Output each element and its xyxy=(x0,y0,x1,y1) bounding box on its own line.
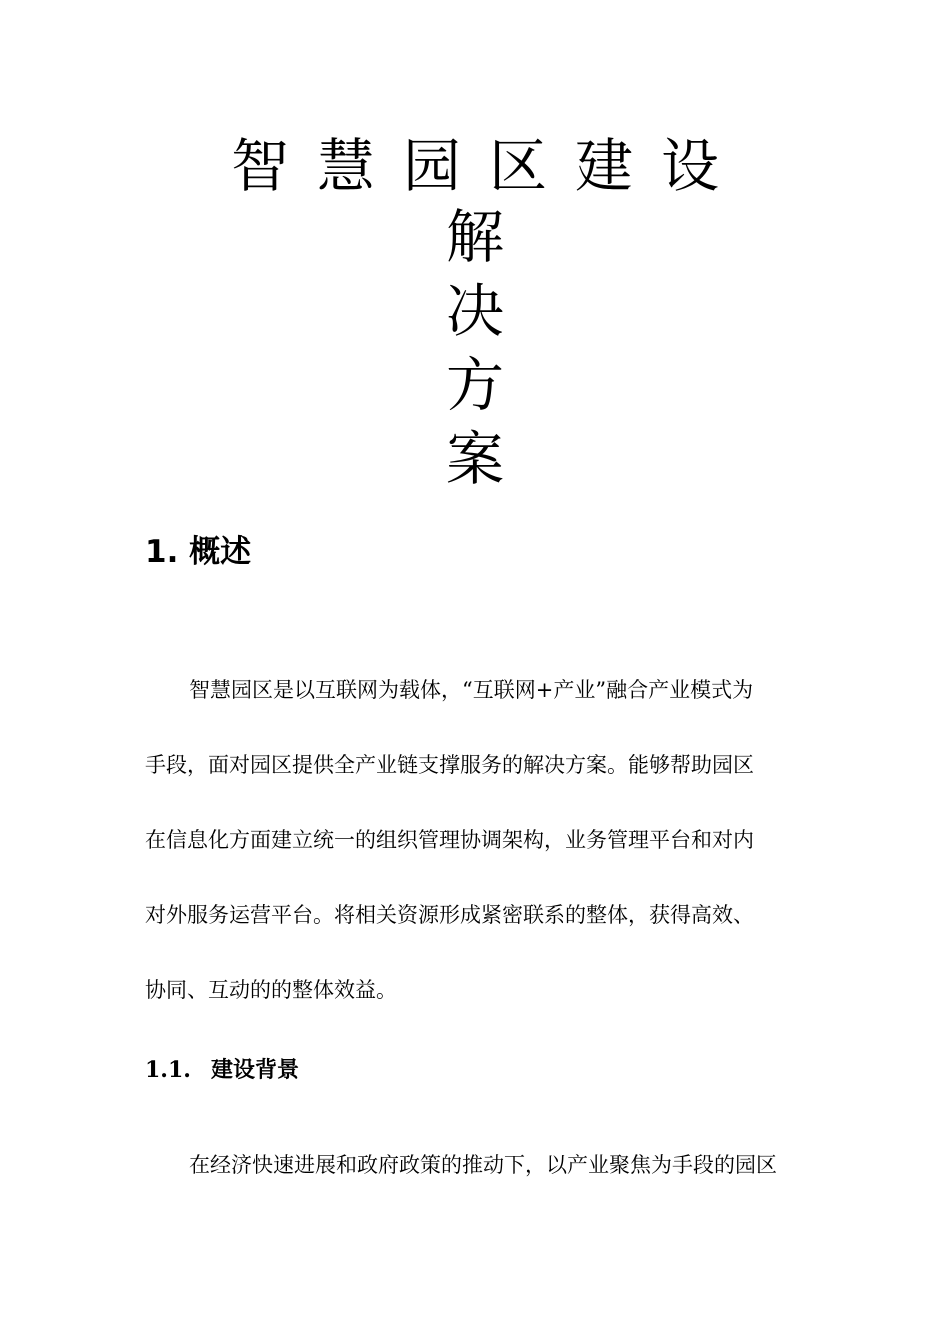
paragraph-line: 协同、互动的的整体效益。 xyxy=(145,978,397,1002)
paragraph-line: 智慧园区是以互联网为载体，“互联网+产业”融合产业模式为 xyxy=(189,678,754,702)
title-char: 决 xyxy=(445,277,504,345)
paragraph-line: 在信息化方面建立统一的组织管理协调架构，业务管理平台和对内 xyxy=(145,828,754,852)
subsection-heading-background xyxy=(145,1052,299,1088)
paragraph-line: 在经济快速进展和政府政策的推动下，以产业聚焦为手段的园区 xyxy=(189,1153,777,1177)
overview-paragraph xyxy=(145,653,805,1028)
subsection-number: 1.1. xyxy=(145,1057,191,1083)
section-heading-overview: 1. 概述 xyxy=(145,534,252,570)
subsection-title: 建设背景 xyxy=(211,1057,300,1083)
title-char: 方 xyxy=(445,351,504,419)
document-title-vertical xyxy=(0,200,950,496)
background-paragraph xyxy=(145,1128,805,1203)
document-title-line1: 智慧园区建设 xyxy=(230,132,747,200)
paragraph-line: 手段，面对园区提供全产业链支撑服务的解决方案。能够帮助园区 xyxy=(145,753,754,777)
paragraph-line: 对外服务运营平台。将相关资源形成紧密联系的整体，获得高效、 xyxy=(145,903,754,927)
title-char: 案 xyxy=(445,425,504,493)
title-char: 解 xyxy=(445,203,504,271)
